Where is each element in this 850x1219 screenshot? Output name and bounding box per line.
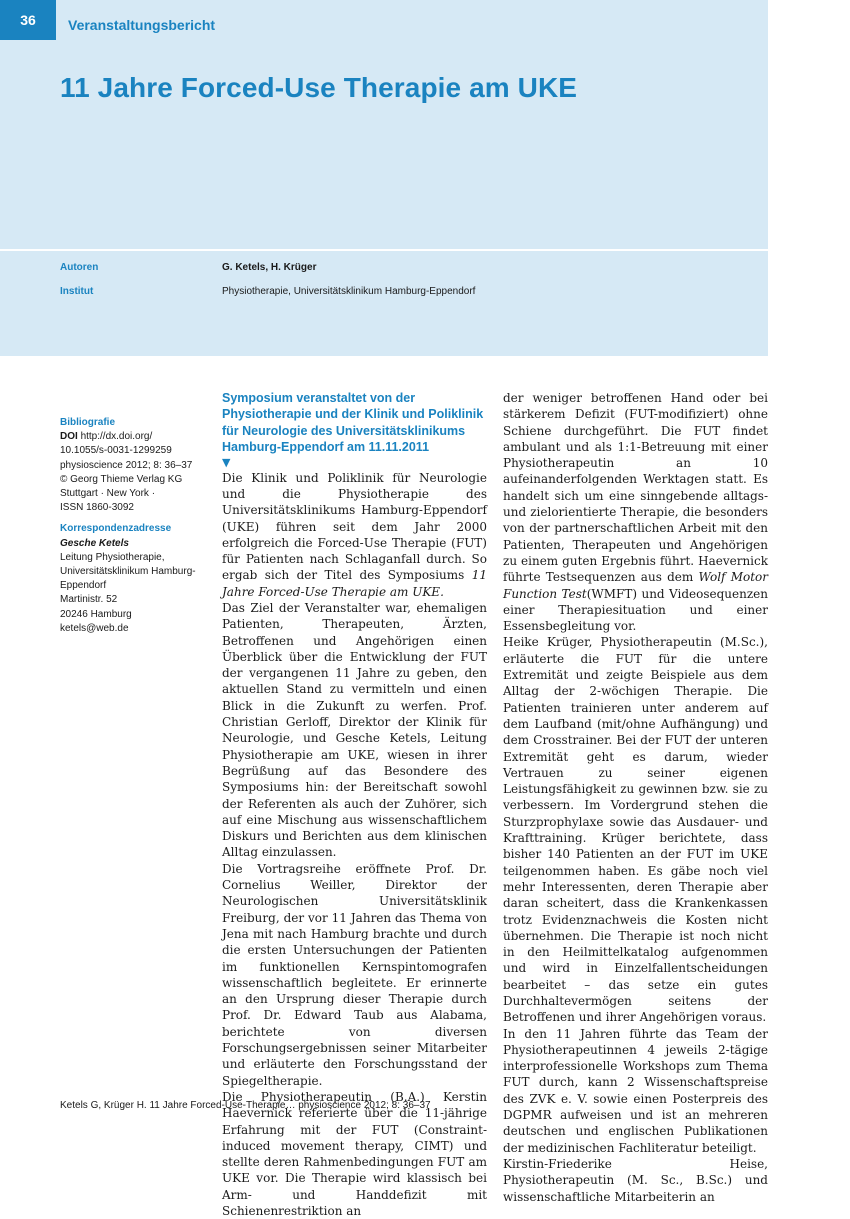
correspondence-line: Eppendorf	[60, 580, 107, 592]
text-column-1	[222, 390, 487, 1219]
journal-citation: physioscience 2012; 8: 36–37	[60, 459, 193, 471]
paragraph: der weniger betroffenen Hand oder bei stärkerem Defizit (FUT-modifiziert) ohne Schiene durchgeführt. Die FUT findet ambulant und als 1:1-Betreuung mit einer Physiotherapeutin an 10 aufeinanderfolgenden Werktagen statt. Es handelt sich um eine sinngebende alltags- und zielorientierte Therapie, die besonders von der partnerschaftlichen Arbeit mit den Patienten, Therapeuten und Angehörigen zu einem guten Ergebnis führt. Haevernick führte Testsequenzen aus dem Wolf Motor Function Test(WMFT) und Videosequenzen einer Therapiesituation und einer Essensbegleitung vor.	[503, 391, 768, 634]
meta-panel	[0, 251, 768, 356]
paragraph: Das Ziel der Veranstalter war, ehemaligen Patienten, Therapeuten, Ärzten, Betroffenen und Angehörigen einen Überblick über die Entwicklung der FUT der vergangenen 11 Jahre zu geben, den aktuellen Stand zu vermitteln und einen Blick in die Zukunft zu werfen. Prof. Christian Gerloff, Direktor der Klinik für Neurologie, und Gesche Ketels, Leitung Physiotherapie am UKE, wiesen in ihrer Begrüßung auf das Besondere des Symposiums hin: der Bereitschaft sowohl der Referenten als auch der Zuhörer, sich auf eine Mischung aus wissenschaftlichem Diskurs und Berichten aus dem klinischen Alltag einzulassen.	[222, 601, 487, 860]
bibliography-heading: Bibliografie	[60, 417, 116, 428]
test-name: Wolf Motor Function Test	[503, 570, 768, 601]
section-label: Veranstaltungsbericht	[68, 17, 216, 33]
paragraph: Heike Krüger, Physiotherapeutin (M.Sc.), erläuterte die FUT für die untere Extremität und zeigte Beispiele aus dem Alltag der 2-wöchigen Therapie. Die Patienten trainieren unter anderem auf dem Laufband (mit/ohne Aufhängung) und dem Crosstrainer. Bei der FUT der unteren Extremität geht es darum, wieder Vertrauen zu seiner eigenen Leistungsfähigkeit zu gewinnen bzw. sie zu verbessern. Im Vordergrund stehen die Sturzprophylaxe sowie das Ausdauer- und Krafttraining. Krüger berichtete, dass bisher 140 Patienten an der FUT im UKE teilgenommen haben. Es gäbe noch viel mehr Interessenten, deren Therapie aber daran scheitert, dass die Krankenkassen trotz Evidenznachweis die Kosten nicht übernehmen. Die Therapie ist noch nicht in den Heilmittelkatalog aufgenommen und wird in Einzelfallentscheidungen bearbeitet – das setze ein gutes Durchhaltevermögen seitens der Betroffenen und ihrer Angehörigen voraus.	[503, 635, 768, 1025]
paragraph: In den 11 Jahren führte das Team der Physiotherapeutinnen 4 jeweils 2-tägige interprofessionelle Workshops zum Thema FUT durch, kann 2 Wissenschaftspreise des ZVK e. V. sowie einen Posterpreis des DGPMR aufweisen und ist an mehreren deutschen und englischen Publikationen der medizinischen Fachliteratur beteiligt.	[503, 1026, 768, 1155]
correspondence-city: 20246 Hamburg	[60, 608, 132, 620]
sidebar	[60, 416, 205, 636]
correspondence-line: Leitung Physiotherapie,	[60, 551, 165, 563]
authors-label: Autoren	[60, 262, 99, 273]
symposium-heading: Symposium veranstaltet von der Physiotherapie und der Klinik und Poliklinik für Neurologie des Universitätsklinikums Hamburg-Eppendorf am 11.11.2011	[222, 391, 484, 455]
paragraph: Kirstin-Friederike Heise, Physiotherapeutin (M. Sc., B.Sc.) und wissenschaftliche Mitarbeiterin an	[503, 1156, 768, 1204]
correspondence-name: Gesche Ketels	[60, 537, 129, 549]
header-panel	[0, 0, 768, 249]
authors-value: G. Ketels, H. Krüger	[222, 262, 317, 273]
doi-number: 10.1055/s-0031-1299259	[60, 445, 172, 457]
copyright: © Georg Thieme Verlag KG	[60, 473, 183, 485]
paragraph: Die Klinik und Poliklinik für Neurologie und die Physiotherapie des Universitätsklinikums Hamburg-Eppendorf (UKE) führen seit dem Jahr 2000 erfolgreich die Forced-Use Therapie (FUT) für Patienten nach Schlaganfall durch. So ergab sich der Titel des Symposiums 11 Jahre Forced-Use Therapie am UKE.	[222, 470, 487, 599]
doi-line	[60, 430, 205, 444]
doi-url[interactable]: http://dx.doi.org/	[80, 431, 153, 443]
correspondence-heading: Korrespondenzadresse	[60, 523, 172, 535]
article-title: 11 Jahre Forced-Use Therapie am UKE	[60, 72, 578, 103]
page-number: 36	[0, 0, 56, 40]
correspondence-line: Universitätsklinikum Hamburg-	[60, 566, 196, 578]
publisher-city: Stuttgart · New York ·	[60, 488, 156, 500]
text-column-2	[503, 390, 768, 1205]
correspondence-email[interactable]: ketels@web.de	[60, 622, 129, 634]
doi-label: DOI	[60, 431, 78, 443]
institute-value: Physiotherapie, Universitätsklinikum Hamburg-Eppendorf	[222, 286, 476, 297]
paragraph: Die Vortragsreihe eröffnete Prof. Dr. Cornelius Weiller, Direktor der Neurologischen Universitätsklinik Freiburg, der vor 11 Jahren das Thema von Jena mit nach Hamburg brachte und durch die ersten Untersuchungen der Patienten im funktionellen Kernspintomografen wissenschaftlich begleitete. Er erinnerte an den Ursprung dieser Therapie durch Prof. Dr. Edward Taub aus Alabama, berichtete von diversen Forschungsergebnissen seiner Mitarbeiter und erläuterte den Forschungsstand der Spiegeltherapie.	[222, 861, 487, 1088]
correspondence-street: Martinistr. 52	[60, 594, 118, 606]
page-footer: Ketels G, Krüger H. 11 Jahre Forced-Use-Therapie… physioscience 2012; 8: 36–37	[60, 1100, 431, 1111]
issn: ISSN 1860-3092	[60, 502, 134, 514]
paragraph: Die Physiotherapeutin (B.A.) Kerstin Haevernick referierte über die 11-jährige Erfahrung mit der FUT (Constraint-induced movement therapy, CIMT) und stellte deren Rahmenbedingungen FUT am UKE vor. Die Therapie wird klassisch bei Arm- und Handdefizit mit Schienenrestriktion an	[222, 1089, 487, 1218]
institute-label: Institut	[60, 286, 94, 297]
triangle-marker-icon: ▼	[222, 455, 231, 469]
symposium-title: 11 Jahre Forced-Use Therapie am UKE.	[222, 568, 487, 599]
